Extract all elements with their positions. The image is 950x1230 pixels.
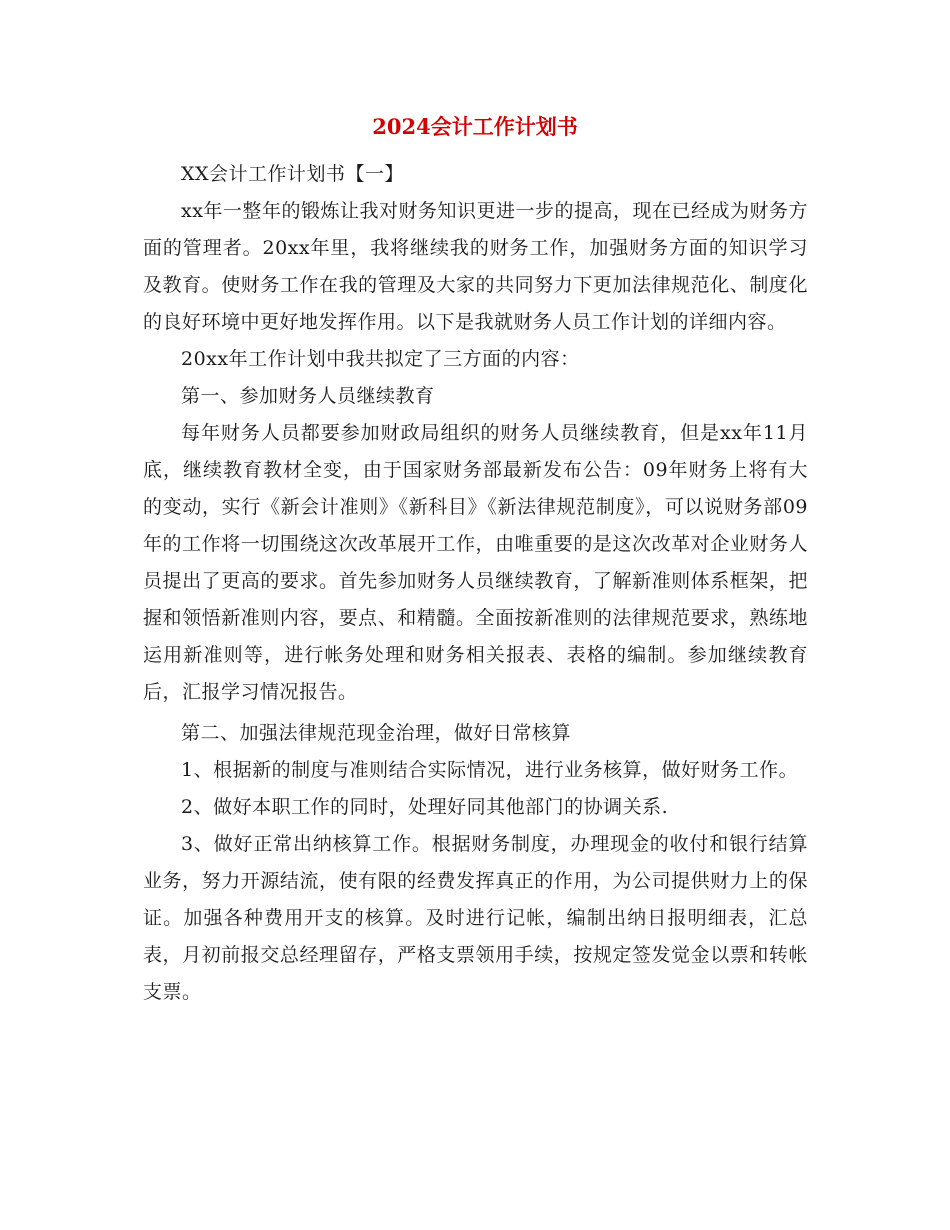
body-paragraph: xx年一整年的锻炼让我对财务知识更进一步的提高，现在已经成为财务方面的管理者。20xx年里，我将继续我的财务工作，加强财务方面的知识学习及教育。使财务工作在我的管理及大家的共同努力下更加法律规范化、制度化的良好环境中更好地发挥作用。以下是我就财务人员工作计划的详细内容。 (143, 200, 808, 333)
section-heading: XX会计工作计划书【一】 (181, 163, 405, 185)
section-heading: 第一、参加财务人员继续教育 (181, 385, 435, 407)
document-body (143, 156, 808, 1011)
list-item: 2、做好本职工作的同时，处理好同其他部门的协调关系. (181, 796, 669, 818)
list-item: 1、根据新的制度与准则结合实际情况，进行业务核算，做好财务工作。 (181, 759, 799, 781)
document-title: 2024会计工作计划书 (372, 114, 578, 139)
body-paragraph: 每年财务人员都要参加财政局组织的财务人员继续教育，但是xx年11月底，继续教育教材全变，由于国家财务部最新发布公告：09年财务上将有大的变动，实行《新会计准则》《新科目》《新法律规范制度》，可以说财务部09年的工作将一切围绕这次改革展开工作，由唯重要的是这次改革对企业财务人员提出了更高的要求。首先参加财务人员继续教育，了解新准则体系框架，把握和领悟新准则内容，要点、和精髓。全面按新准则的法律规范要求，熟练地运用新准则等，进行帐务处理和财务相关报表、表格的编制。参加继续教育后，汇报学习情况报告。 (143, 422, 808, 703)
list-item: 3、做好正常出纳核算工作。根据财务制度，办理现金的收付和银行结算业务，努力开源结流，使有限的经费发挥真正的作用，为公司提供财力上的保证。加强各种费用开支的核算。及时进行记帐，编制出纳日报明细表，汇总表，月初前报交总经理留存，严格支票领用手续，按规定签发觉金以票和转帐支票。 (143, 833, 808, 1003)
body-paragraph: 20xx年工作计划中我共拟定了三方面的内容： (181, 348, 580, 370)
section-heading: 第二、加强法律规范现金治理，做好日常核算 (181, 722, 572, 744)
